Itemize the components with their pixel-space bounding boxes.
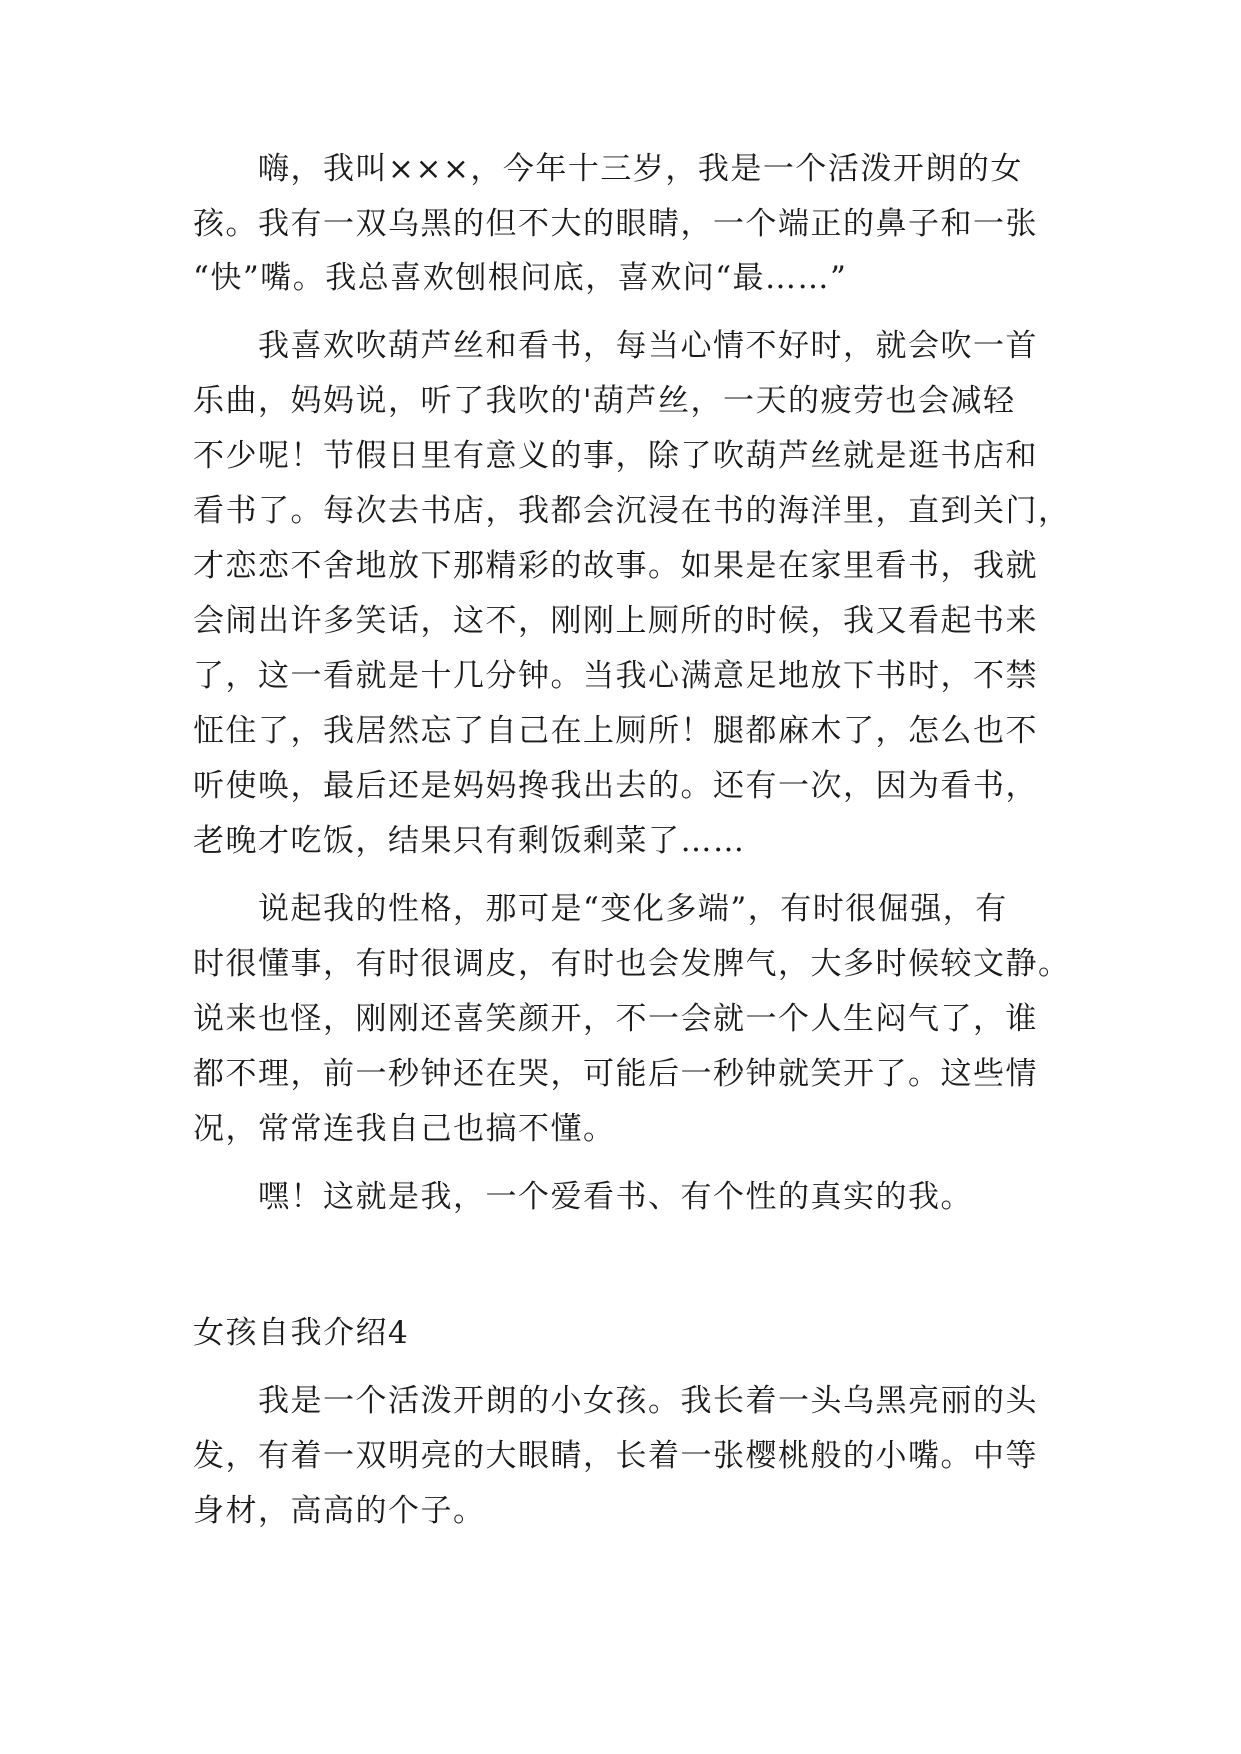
paragraph-3-line-4: 都不理，前一秒钟还在哭，可能后一秒钟就笑开了。这些情 <box>193 1056 1038 1092</box>
paragraph-2-line-2: 乐曲，妈妈说，听了我吹的'葫芦丝，一天的疲劳也会减轻 <box>193 383 1016 419</box>
paragraph-2-line-6: 会闹出许多笑话，这不，刚刚上厕所的时候，我又看起书来 <box>193 603 1038 639</box>
paragraph-5-line-3: 身材，高高的个子。 <box>193 1493 486 1529</box>
paragraph-1-line-1: 嗨，我叫×××，今年十三岁，我是一个活泼开朗的女 <box>193 151 1023 187</box>
paragraph-3-line-1: 说起我的性格，那可是“变化多端”，有时很倔强，有 <box>193 891 1008 927</box>
paragraph-2-line-8: 怔住了，我居然忘了自己在上厕所！腿都麻木了，怎么也不 <box>193 713 1038 749</box>
paragraph-4-line-1: 嘿！这就是我，一个爱看书、有个性的真实的我。 <box>193 1179 973 1215</box>
paragraph-5-line-1: 我是一个活泼开朗的小女孩。我长着一头乌黑亮丽的头 <box>193 1383 1038 1419</box>
section-title: 女孩自我介绍4 <box>193 1315 410 1351</box>
paragraph-2-line-1: 我喜欢吹葫芦丝和看书，每当心情不好时，就会吹一首 <box>193 328 1038 364</box>
paragraph-2-line-5: 才恋恋不舍地放下那精彩的故事。如果是在家里看书，我就 <box>193 548 1038 584</box>
paragraph-3-line-5: 况，常常连我自己也搞不懂。 <box>193 1111 616 1147</box>
paragraph-3-line-3: 说来也怪，刚刚还喜笑颜开，不一会就一个人生闷气了，谁 <box>193 1001 1038 1037</box>
paragraph-5-line-2: 发，有着一双明亮的大眼睛，长着一张樱桃般的小嘴。中等 <box>193 1438 1038 1474</box>
paragraph-1-line-2: 孩。我有一双乌黑的但不大的眼睛，一个端正的鼻子和一张 <box>193 206 1038 242</box>
paragraph-1-line-3: “快”嘴。我总喜欢刨根问底，喜欢问“最……” <box>193 260 848 296</box>
paragraph-3-line-2: 时很懂事，有时很调皮，有时也会发脾气，大多时候较文静。 <box>193 946 1071 982</box>
paragraph-2-line-7: 了，这一看就是十几分钟。当我心满意足地放下书时，不禁 <box>193 658 1038 694</box>
paragraph-2-line-9: 听使唤，最后还是妈妈搀我出去的。还有一次，因为看书， <box>193 768 1038 804</box>
paragraph-2-line-10: 老晚才吃饭，结果只有剩饭剩菜了…… <box>193 823 746 859</box>
paragraph-2-line-3: 不少呢！节假日里有意义的事，除了吹葫芦丝就是逛书店和 <box>193 438 1038 474</box>
paragraph-2-line-4: 看书了。每次去书店，我都会沉浸在书的海洋里，直到关门， <box>193 493 1071 529</box>
